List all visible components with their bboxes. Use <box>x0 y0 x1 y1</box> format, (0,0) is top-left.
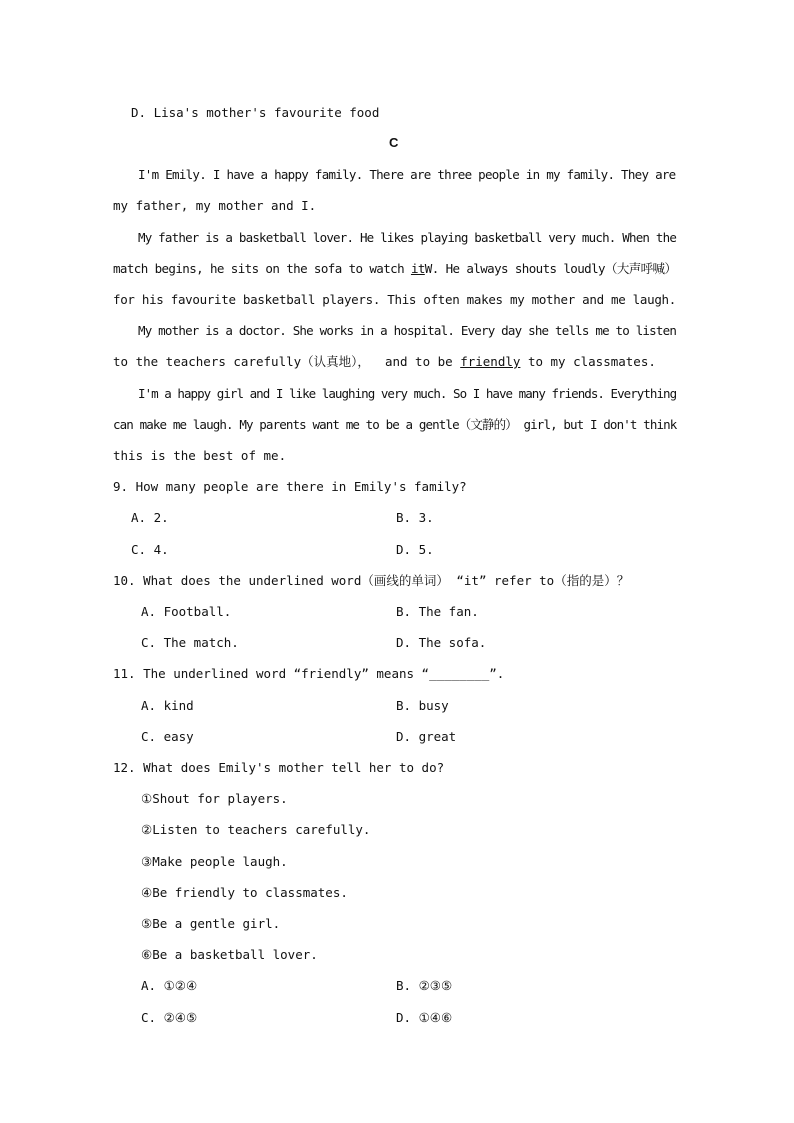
passage-p2-line2-a: match begins, he sits on the sofa to watch <box>113 261 411 276</box>
question-9-stem: 9. How many people are there in Emily's family? <box>113 479 467 494</box>
passage-p4-line1: I'm a happy girl and I like laughing very much. So I have many friends. Everything <box>138 386 677 401</box>
question-9-option-b: B. 3. <box>396 510 434 525</box>
question-9-option-c: C. 4. <box>131 542 169 557</box>
question-11-option-b: B. busy <box>396 698 449 713</box>
passage-p2-line3: for his favourite basketball players. This often makes my mother and me laugh. <box>113 292 676 307</box>
question-12-stem: 12. What does Emily's mother tell her to do? <box>113 760 445 775</box>
question-12-statement-5: ⑤Be a gentle girl. <box>141 916 281 931</box>
question-11-option-c: C. easy <box>141 729 194 744</box>
question-12-statement-6: ⑥Be a basketball lover. <box>141 947 318 962</box>
passage-p4-line2: can make me laugh. My parents want me to be a gentle（文静的） girl, but I don't think <box>113 417 677 432</box>
question-11-stem: 11. The underlined word “friendly” means “________”. <box>113 666 505 681</box>
underlined-word-friendly: friendly <box>460 354 521 369</box>
question-10-option-d: D. The sofa. <box>396 635 487 650</box>
passage-p3-line2-a: to the teachers carefully（认真地）， and to be <box>113 354 461 369</box>
question-9-option-d: D. 5. <box>396 542 434 557</box>
question-9-option-a: A. 2. <box>131 510 169 525</box>
question-12-option-c: C. ②④⑤ <box>141 1010 198 1025</box>
passage-p2-line2 <box>113 261 676 277</box>
question-10-option-c: C. The match. <box>141 635 239 650</box>
question-10-stem: 10. What does the underlined word（画线的单词） “it” refer to（指的是）？ <box>113 573 630 588</box>
passage-p3-line1: My mother is a doctor. She works in a hospital. Every day she tells me to listen <box>138 323 677 338</box>
question-11-option-a: A. kind <box>141 698 194 713</box>
question-10-option-a: A. Football. <box>141 604 232 619</box>
passage-p3-line2-b: to my classmates. <box>520 354 656 369</box>
passage-p2-line2-b: W. He always shouts loudly（大声呼喊） <box>424 261 677 276</box>
passage-p2-line1: My father is a basketball lover. He likes playing basketball very much. When the <box>138 230 677 245</box>
question-12-option-b: B. ②③⑤ <box>396 978 453 993</box>
section-heading: C <box>389 135 399 150</box>
passage-p1-line1: I'm Emily. I have a happy family. There are three people in my family. They are <box>138 167 676 182</box>
question-12-statement-1: ①Shout for players. <box>141 791 288 806</box>
underlined-word-it: it <box>410 261 425 276</box>
previous-option-d: D. Lisa's mother's favourite food <box>131 105 380 120</box>
question-10-option-b: B. The fan. <box>396 604 479 619</box>
passage-p3-line2 <box>113 354 656 370</box>
passage-p4-line3: this is the best of me. <box>113 448 287 463</box>
question-11-option-d: D. great <box>396 729 457 744</box>
question-12-statement-4: ④Be friendly to classmates. <box>141 885 348 900</box>
question-12-statement-3: ③Make people laugh. <box>141 854 288 869</box>
passage-p1-line2: my father, my mother and I. <box>113 198 317 213</box>
question-12-statement-2: ②Listen to teachers carefully. <box>141 822 371 837</box>
question-12-option-a: A. ①②④ <box>141 978 198 993</box>
question-12-option-d: D. ①④⑥ <box>396 1010 453 1025</box>
